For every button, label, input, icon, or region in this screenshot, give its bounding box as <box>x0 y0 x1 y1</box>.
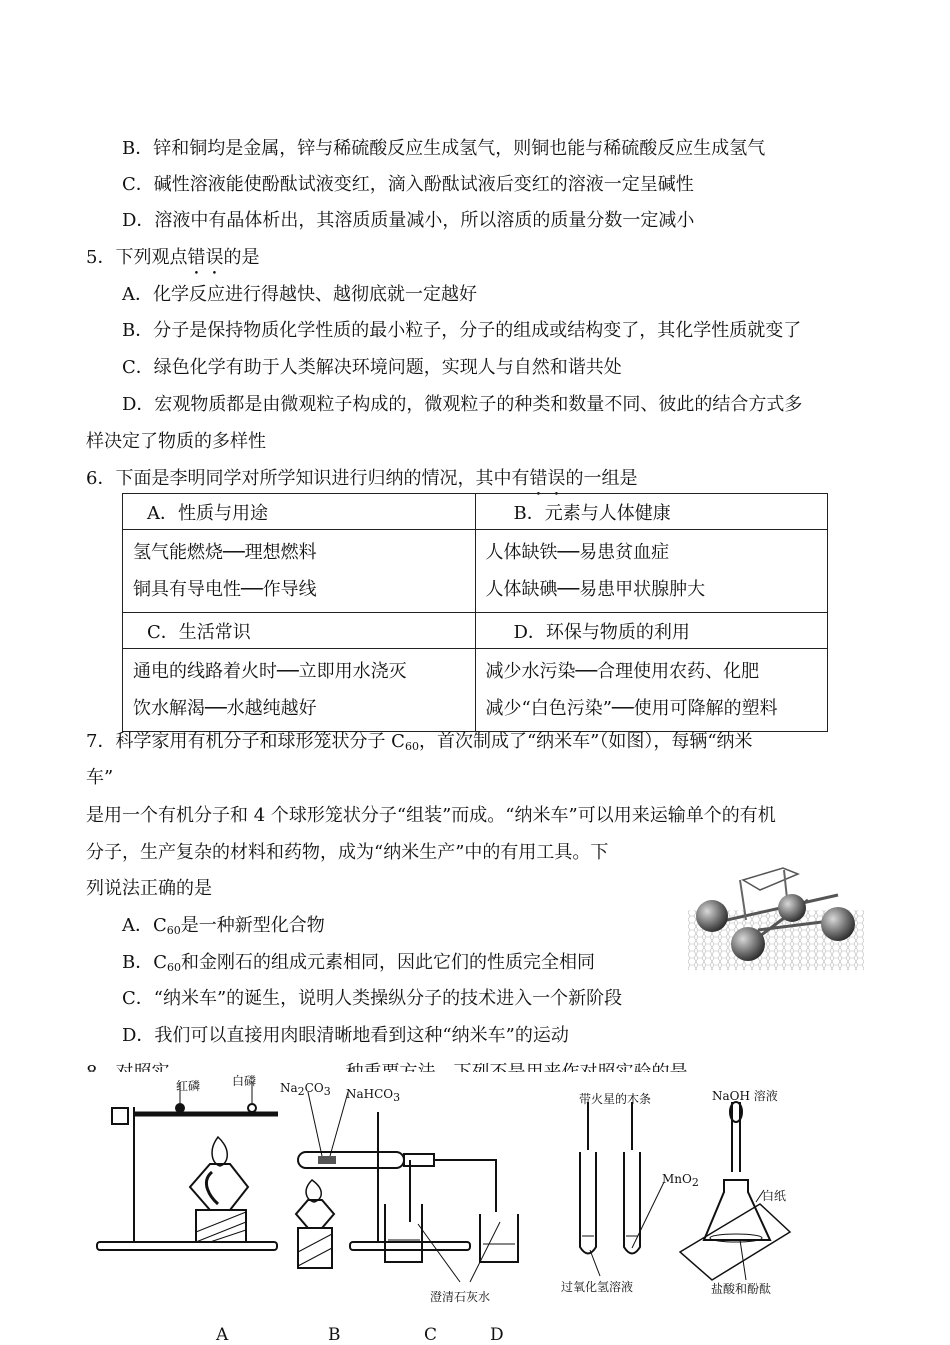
q7-option-b: B．$C_{60}$和金刚石的组成元素相同，因此它们的性质完全相同 <box>122 952 595 974</box>
label-white-paper: 白纸 <box>762 1189 787 1203</box>
q4-option-c: C．碱性溶液能使酚酞试液变红，滴入酚酞试液后变红的溶液一定呈碱性 <box>122 174 694 195</box>
table-cell-d-body <box>475 649 828 732</box>
q7-option-d: D．我们可以直接用肉眼清晰地看到这种“纳米车”的运动 <box>122 1025 569 1046</box>
label-hcl-phenolphthalein: 盐酸和酚酞 <box>711 1282 772 1296</box>
q5-option-b: B．分子是保持物质化学性质的最小粒子，分子的组成或结构变了，其化学性质就变了 <box>122 320 802 341</box>
stopper <box>404 1154 434 1166</box>
label-white-phosphorus: 白磷 <box>232 1074 257 1088</box>
q6-stem: 6．下面是李明同学对所学知识进行归纳的情况，其中有错误的一组是 <box>86 468 638 489</box>
q4-option-b: B．锌和铜均是金属，锌与稀硫酸反应生成氢气，则铜也能与稀硫酸反应生成氢气 <box>122 138 766 159</box>
flame <box>212 1137 227 1166</box>
apparatus-drawing <box>0 1072 950 1322</box>
figure-option-a: A <box>216 1325 229 1345</box>
alcohol-lamp <box>190 1164 248 1210</box>
q7-stem-line2: 车” <box>86 767 114 788</box>
table-line: 饮水解渴──水越纯越好 <box>133 698 317 719</box>
q4-option-d: D．溶液中有晶体析出，其溶质质量减小，所以溶质的质量分数一定减小 <box>122 210 695 231</box>
table-line: 通电的线路着火时──立即用水浇灭 <box>133 661 407 682</box>
q7-stem-line3: 是用一个有机分子和 4 个球形笼状分子“组装”而成。“纳米车”可以用来运输单个的有机 <box>86 805 776 826</box>
q6-knowledge-table <box>122 493 828 732</box>
table-cell-a-body <box>123 530 476 613</box>
label-glowing-splint: 带火星的木条 <box>579 1092 652 1106</box>
table-cell-c-head: C．生活常识 <box>123 613 476 649</box>
q7-stem-line1: 7．科学家用有机分子和球形笼状分子 $C_{60}$，首次制成了“纳米车”（如图），每辆“纳米 <box>86 731 753 753</box>
lamp-block-b <box>298 1228 332 1268</box>
label-mno2: MnO$_2$ <box>662 1172 699 1189</box>
q5-stem: 5．下列观点错误的是 <box>86 247 260 268</box>
label-red-phosphorus: 红磷 <box>176 1079 201 1093</box>
label-nahco3: NaHCO$_3$ <box>346 1087 401 1104</box>
q7-stem-line4: 分子，生产复杂的材料和药物，成为“纳米生产”中的有用工具。下 <box>86 842 609 863</box>
nanocar-image <box>688 860 864 970</box>
q5-option-d-line1: D．宏观物质都是由微观粒子构成的，微观粒子的种类和数量不同、彼此的结合方式多 <box>122 394 803 415</box>
table-line: 减少水污染──合理使用农药、化肥 <box>485 661 760 682</box>
table-cell-b-body <box>475 530 828 613</box>
q7-option-c: C．“纳米车”的诞生，说明人类操纵分子的技术进入一个新阶段 <box>122 988 623 1009</box>
q5-option-a: A．化学反应进行得越快、越彻底就一定越好 <box>122 284 477 305</box>
table-line: 氢气能燃烧──理想燃料 <box>133 542 317 563</box>
q5-option-d-line2: 样决定了物质的多样性 <box>86 431 266 452</box>
table-cell-b-head: B．元素与人体健康 <box>475 494 828 530</box>
heated-tube <box>298 1152 404 1168</box>
table-cell-c-body <box>123 649 476 732</box>
label-na2co3: $Na_2CO_3$ <box>280 1081 331 1098</box>
label-h2o2: 过氧化氢溶液 <box>561 1280 634 1294</box>
table-line: 人体缺铁──易患贫血症 <box>485 542 670 563</box>
stand-base <box>97 1242 277 1250</box>
label-naoh: NaOH 溶液 <box>712 1089 778 1103</box>
table-cell-d-head: D．环保与物质的利用 <box>475 613 828 649</box>
clamp <box>112 1108 128 1124</box>
q7-stem-line5: 列说法正确的是 <box>86 878 212 899</box>
dropper <box>732 1102 740 1172</box>
q5-option-c: C．绿色化学有助于人类解决环境问题，实现人与自然和谐共处 <box>122 357 622 378</box>
figure-option-d: D <box>490 1325 504 1345</box>
label-limewater: 澄清石灰水 <box>430 1290 491 1304</box>
test-tube-2 <box>624 1152 640 1254</box>
beaker-2 <box>480 1214 518 1262</box>
figure-option-c: C <box>424 1325 438 1345</box>
table-cell-a-head: A．性质与用途 <box>123 494 476 530</box>
table-line: 铜具有导电性──作导线 <box>133 579 317 600</box>
table-line: 减少“白色污染”──使用可降解的塑料 <box>485 698 778 719</box>
figure-option-b: B <box>328 1325 341 1345</box>
table-line: 人体缺碘──易患甲状腺肿大 <box>485 579 706 600</box>
q7-option-a: A．$C_{60}$是一种新型化合物 <box>122 915 325 937</box>
beaker-1 <box>385 1204 422 1262</box>
test-tube-1 <box>580 1152 596 1254</box>
